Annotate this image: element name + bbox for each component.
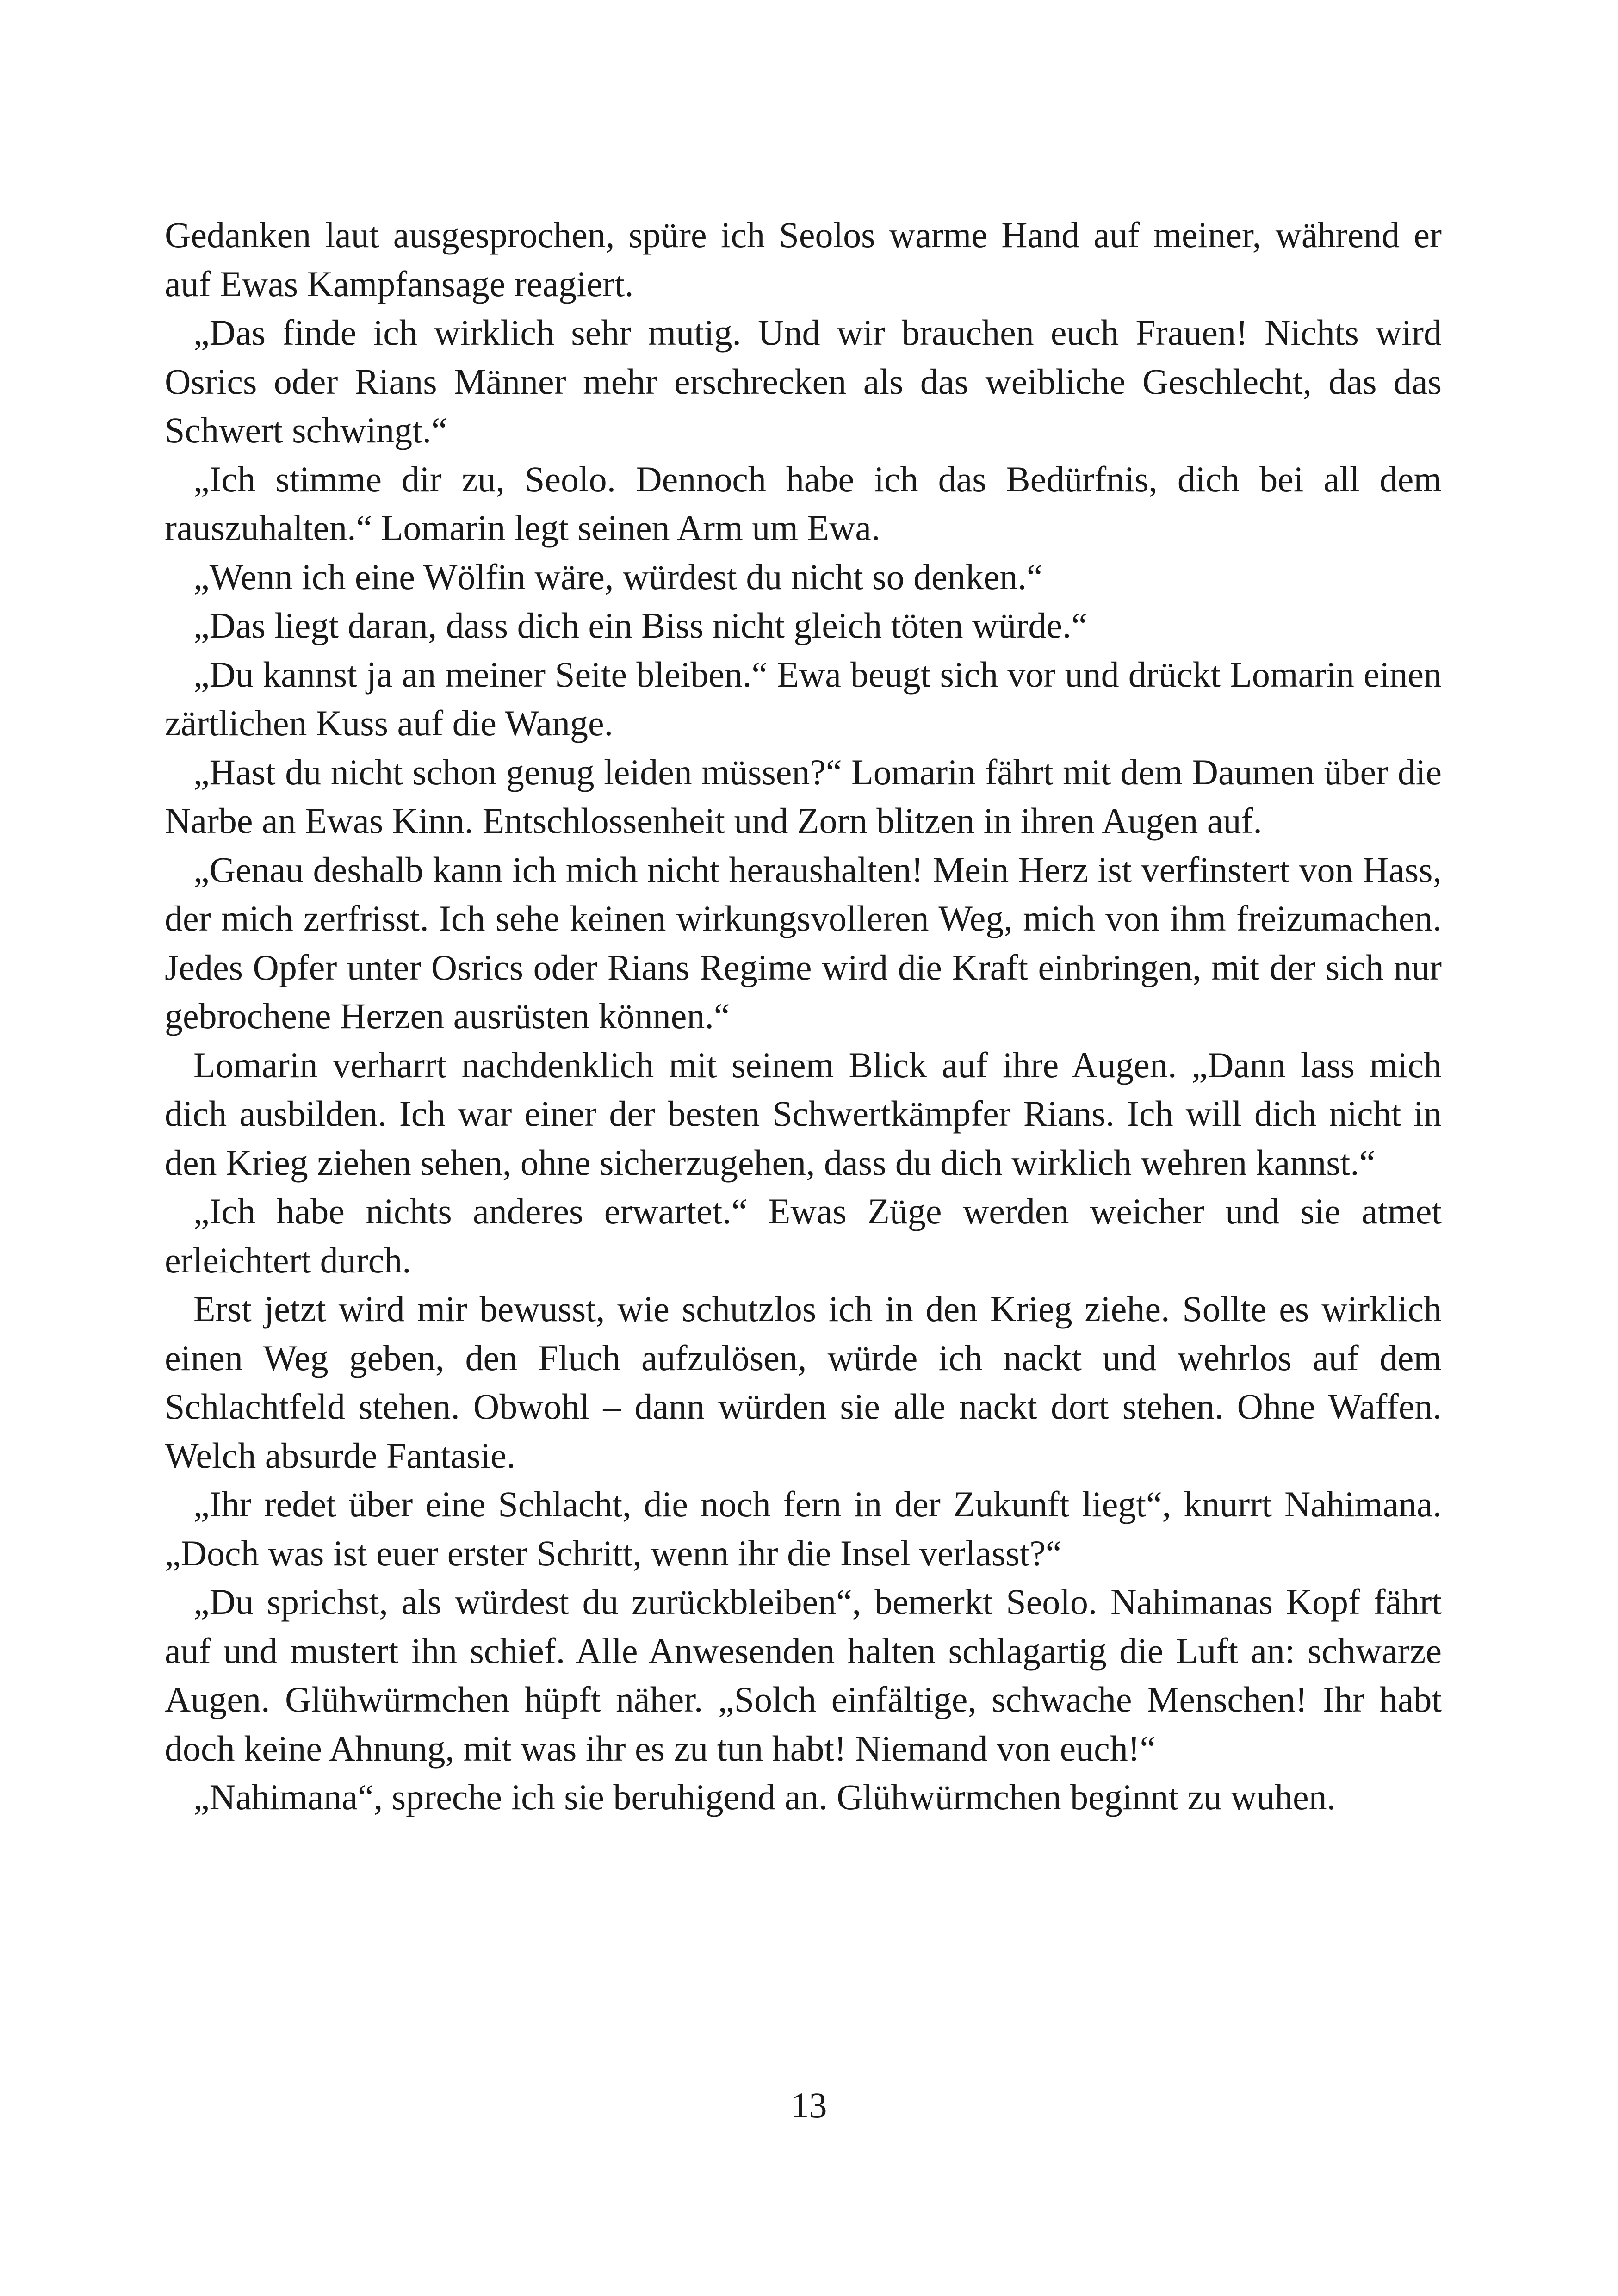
paragraph: „Hast du nicht schon genug leiden müssen?“ Lomarin fährt mit dem Daumen über die Narbe an Ewas Kinn. Entschlossenheit und Zorn blitzen in ihren Augen auf.: [165, 751, 1442, 841]
paragraph: „Ihr redet über eine Schlacht, die noch fern in der Zukunft liegt“, knurrt Nahimana. „Doch was ist euer erster Schritt, wenn ihr die Insel verlasst?“: [165, 1484, 1442, 1573]
paragraph: „Nahimana“, spreche ich sie beruhigend an. Glühwürmchen beginnt zu wuhen.: [193, 1777, 1336, 1817]
paragraph: „Wenn ich eine Wölfin wäre, würdest du nicht so denken.“: [193, 556, 1043, 597]
paragraph: „Genau deshalb kann ich mich nicht heraushalten! Mein Herz ist verfinstert von Hass, der mich zerfrisst. Ich sehe keinen wirkungsvolleren Weg, mich von ihm freizumachen. Jedes Opfer unter Osrics oder Rians Regime wird die Kraft einbringen, mit der sich nur gebrochene Herzen ausrüsten können.“: [165, 849, 1442, 1036]
paragraph: „Ich stimme dir zu, Seolo. Dennoch habe ich das Bedürfnis, dich bei all dem rauszuhalten.“ Lomarin legt seinen Arm um Ewa.: [165, 459, 1442, 548]
paragraph: „Du sprichst, als würdest du zurückbleiben“, bemerkt Seolo. Nahimanas Kopf fährt auf und mustert ihn schief. Alle Anwesenden halten schlagartig die Luft an: schwarze Augen. Glühwürmchen hüpft näher. „Solch einfältige, schwache Menschen! Ihr habt doch keine Ahnung, mit was ihr es zu tun habt! Niemand von euch!“: [165, 1582, 1442, 1769]
paragraph: „Ich habe nichts anderes erwartet.“ Ewas Züge werden weicher und sie atmet erleichtert durch.: [165, 1191, 1442, 1280]
body-text: [165, 211, 1442, 1822]
paragraph: Gedanken laut ausgesprochen, spüre ich Seolos warme Hand auf meiner, während er auf Ewas Kampfansage reagiert.: [165, 215, 1442, 304]
paragraph: Erst jetzt wird mir bewusst, wie schutzlos ich in den Krieg ziehe. Sollte es wirklich einen Weg geben, den Fluch aufzulösen, würde ich nackt und wehrlos auf dem Schlachtfeld stehen. Obwohl – dann würden sie alle nackt dort stehen. Ohne Waffen. Welch absurde Fantasie.: [165, 1289, 1442, 1476]
paragraph: „Das finde ich wirklich sehr mutig. Und wir brauchen euch Frauen! Nichts wird Osrics oder Rians Männer mehr erschrecken als das weibliche Geschlecht, das das Schwert schwingt.“: [165, 312, 1442, 450]
paragraph: Lomarin verharrt nachdenklich mit seinem Blick auf ihre Augen. „Dann lass mich dich ausbilden. Ich war einer der besten Schwertkämpfer Rians. Ich will dich nicht in den Krieg ziehen sehen, ohne sicherzugehen, dass du dich wirklich wehren kannst.“: [165, 1044, 1442, 1183]
paragraph: „Du kannst ja an meiner Seite bleiben.“ Ewa beugt sich vor und drückt Lomarin einen zärtlichen Kuss auf die Wange.: [165, 654, 1442, 743]
paragraph: „Das liegt daran, dass dich ein Biss nicht gleich töten würde.“: [193, 605, 1088, 645]
page-number: 13: [791, 2085, 827, 2125]
